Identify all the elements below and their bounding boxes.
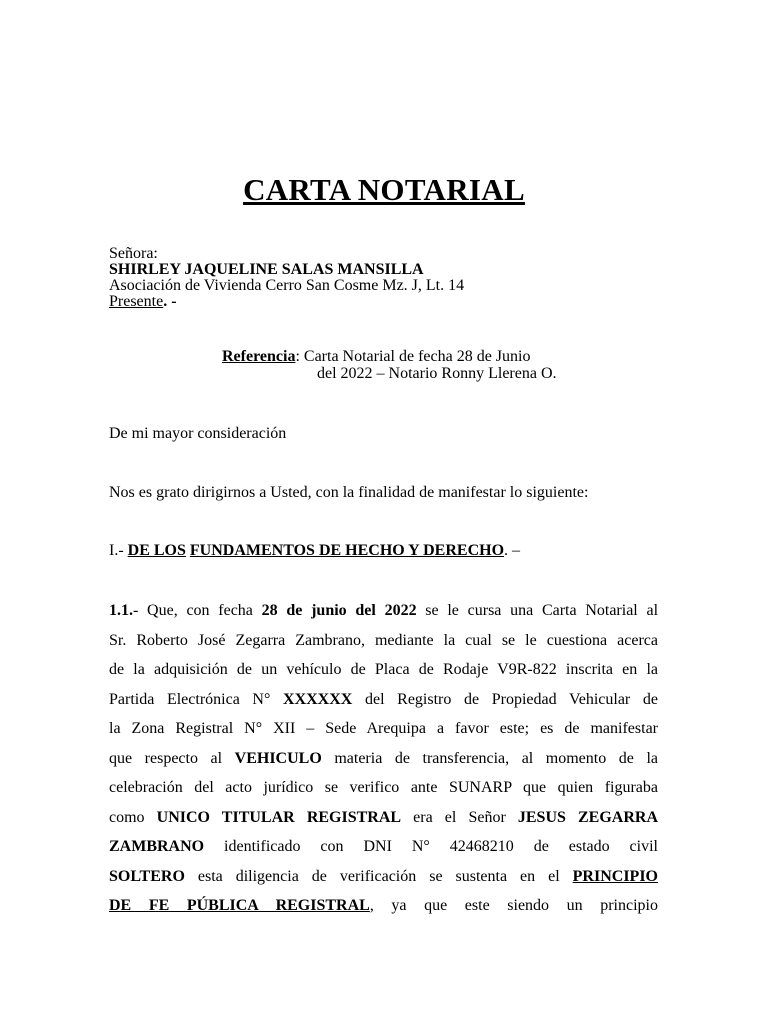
reference-line-1 <box>222 348 557 365</box>
bold-name: JESUS ZEGARRA <box>517 808 659 826</box>
paragraph-line <box>109 803 658 833</box>
text-run: identificado con DNI N° 42468210 de estado civil <box>204 838 658 855</box>
paragraph-1-1 <box>109 596 658 921</box>
reference-label: Referencia <box>222 348 296 365</box>
paragraph-line: de la adquisición de un vehículo de Placa de Rodaje V9R-822 inscrita en la <box>109 661 658 678</box>
intro-text: Nos es grato dirigirnos a Usted, con la finalidad de manifestar lo siguiente: <box>109 484 589 501</box>
salutation: Señora: <box>109 245 158 262</box>
text-run: esta diligencia de verificación se sustenta en el <box>184 867 573 885</box>
reference-block <box>222 348 557 382</box>
section-heading-part-2: FUNDAMENTOS DE HECHO Y DERECHO <box>189 542 505 559</box>
bold-term: SOLTERO <box>109 867 185 885</box>
recipient-address: Asociación de Vivienda Cerro San Cosme Mz. J, Lt. 14 <box>109 277 465 294</box>
greeting: De mi mayor consideración <box>109 425 287 442</box>
recipient-block <box>109 246 464 310</box>
text-run: como <box>109 808 157 826</box>
document-title: CARTA NOTARIAL <box>243 172 525 207</box>
date-text: 28 de junio del 2022 <box>261 602 417 619</box>
text-run: - Que, con fecha <box>133 602 262 619</box>
paragraph-line <box>109 744 658 774</box>
bold-underlined-term: PRINCIPIO <box>572 867 658 885</box>
text-run: del Registro de Propiedad Vehicular de <box>352 690 658 708</box>
section-prefix: I.- <box>109 542 128 559</box>
bold-term: VEHICULO <box>234 749 322 767</box>
presente-label: Presente <box>109 293 164 310</box>
reference-line-2: del 2022 – Notario Ronny Llerena O. <box>317 365 557 382</box>
text-run: materia de transferencia, al momento de la <box>321 749 659 767</box>
paragraph-line: Sr. Roberto José Zegarra Zambrano, mediante la cual se le cuestiona acerca <box>109 631 658 649</box>
section-suffix: . – <box>504 542 521 559</box>
bold-name: ZAMBRANO <box>109 838 205 855</box>
bold-underlined-term: DE FE PÚBLICA REGISTRAL <box>109 897 370 914</box>
paragraph-line <box>109 862 658 892</box>
paragraph-line <box>109 596 658 626</box>
paragraph-line <box>109 891 658 921</box>
text-run: se le cursa una Carta Notarial al <box>416 602 659 619</box>
text-run: Partida Electrónica N° <box>109 690 284 708</box>
reference-text-1: : Carta Notarial de fecha 28 de Junio <box>295 348 531 365</box>
text-run: era el Señor <box>401 808 518 826</box>
paragraph-line: celebración del acto jurídico se verifico ante SUNARP que quien figuraba <box>109 779 658 796</box>
text-run: que respecto al <box>109 749 235 767</box>
section-heading <box>109 542 520 560</box>
partida-number: XXXXXX <box>283 690 353 708</box>
presente-line <box>109 294 464 310</box>
recipient-name: SHIRLEY JAQUELINE SALAS MANSILLA <box>109 261 424 278</box>
paragraph-line <box>109 685 658 715</box>
paragraph-line <box>109 832 658 862</box>
paragraph-number: 1.1. <box>109 602 133 619</box>
presente-suffix: . - <box>163 293 177 310</box>
paragraph-line: la Zona Registral N° XII – Sede Arequipa a favor este; es de manifestar <box>109 720 658 737</box>
text-run: , ya que este siendo un principio <box>369 897 658 914</box>
bold-term: UNICO TITULAR REGISTRAL <box>156 808 402 826</box>
section-heading-part-1: DE LOS <box>127 542 186 559</box>
